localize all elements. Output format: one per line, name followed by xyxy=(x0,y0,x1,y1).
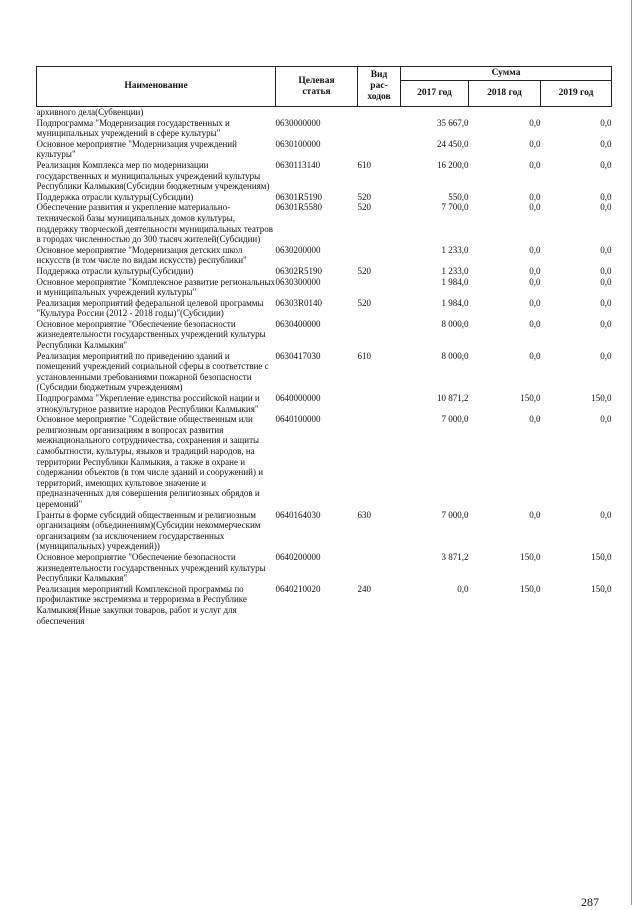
row-name: Основное мероприятие "Модернизация учреждений культуры" xyxy=(36,138,237,160)
row-2017: 7 000,0 xyxy=(441,414,469,425)
row-kind: 520 xyxy=(357,297,371,308)
table-row xyxy=(37,414,612,509)
row-2019 xyxy=(541,107,612,118)
header-name: Наименование xyxy=(37,67,276,107)
row-2019: 150,0 xyxy=(591,583,612,594)
table-row xyxy=(37,107,612,118)
row-name: Поддержка отрасли культуры(Субсидии) xyxy=(36,265,194,276)
row-name: Реализация Комплекса мер по модернизации государственных и муниципальных учреждений культуры Республики Калмыкия(Субсидии бюджетным учреждениям) xyxy=(36,159,270,192)
row-2018: 0,0 xyxy=(529,159,541,170)
row-2018: 150,0 xyxy=(520,583,541,594)
row-kind: 610 xyxy=(357,350,371,361)
row-2019: 150,0 xyxy=(591,551,612,562)
table-header xyxy=(37,67,612,107)
table-row xyxy=(37,552,612,584)
row-code: 0630400000 xyxy=(275,318,321,329)
row-kind: 520 xyxy=(357,265,371,276)
row-code: 0630300000 xyxy=(275,276,321,287)
row-2019: 0,0 xyxy=(600,265,612,276)
row-kind xyxy=(358,107,401,118)
row-2019: 150,0 xyxy=(591,393,612,404)
row-2019: 0,0 xyxy=(600,191,612,202)
row-2019: 0,0 xyxy=(600,159,612,170)
row-2018: 0,0 xyxy=(529,138,541,149)
row-code: 0640100000 xyxy=(275,414,321,425)
row-code: 0630000000 xyxy=(275,117,321,128)
row-2017: 8 000,0 xyxy=(441,318,469,329)
table-row xyxy=(37,298,612,319)
row-kind xyxy=(358,139,401,160)
row-name: Реализация мероприятий по приведению зданий и помещений учреждений социальной сферы в соответствие с установленными требованиями пожарной безопасности (Субсидии бюджетным учреждениям) xyxy=(36,350,269,393)
row-code: 0640200000 xyxy=(275,551,321,562)
row-2019: 0,0 xyxy=(600,318,612,329)
table-body xyxy=(37,107,612,627)
row-2017: 7 000,0 xyxy=(441,509,469,520)
row-2018 xyxy=(469,107,541,118)
page-number: 287 xyxy=(581,895,599,909)
row-code: 0640210020 xyxy=(275,583,321,594)
row-2018: 150,0 xyxy=(520,551,541,562)
row-2019: 0,0 xyxy=(600,138,612,149)
row-kind: 520 xyxy=(357,202,371,213)
row-2018: 0,0 xyxy=(529,191,541,202)
row-name: Основное мероприятие "Обеспечение безопасности жизнедеятельности государственных учреждений культуры Республики Калмыкия" xyxy=(36,551,266,584)
header-kind-line1: Вид xyxy=(370,70,388,80)
row-code: 0630100000 xyxy=(275,138,321,149)
table-row xyxy=(37,160,612,192)
header-kind-line3: ходов xyxy=(367,92,391,102)
row-2018: 0,0 xyxy=(529,297,541,308)
row-code xyxy=(276,107,358,118)
row-name: архивного дела(Субвенции) xyxy=(36,107,144,117)
row-2017: 8 000,0 xyxy=(441,350,469,361)
row-2017: 3 871,2 xyxy=(441,551,469,562)
row-2018: 0,0 xyxy=(529,202,541,213)
row-2018: 0,0 xyxy=(529,117,541,128)
table-row xyxy=(37,245,612,266)
row-2018: 0,0 xyxy=(529,509,541,520)
row-kind xyxy=(358,277,401,298)
row-name: Основное мероприятие "Комплексное развитие региональных и муниципальных учреждений культуры" xyxy=(36,276,276,298)
table-row xyxy=(37,192,612,203)
row-2019: 0,0 xyxy=(600,350,612,361)
row-2019: 0,0 xyxy=(600,414,612,425)
row-name: Подпрограмма "Укрепление единства российской нации и этнокультурное развитие народов Республики Калмыкия" xyxy=(36,393,260,414)
row-name: Подпрограмма "Модернизация государственных и муниципальных учреждений в сфере культуры" xyxy=(36,117,230,139)
row-2017: 1 233,0 xyxy=(441,265,469,276)
row-2017: 16 200,0 xyxy=(437,159,469,170)
row-kind: 610 xyxy=(357,159,371,170)
table-row xyxy=(37,202,612,244)
row-code: 0630113140 xyxy=(275,159,321,170)
table-row xyxy=(37,319,612,351)
table-row xyxy=(37,266,612,277)
row-2019: 0,0 xyxy=(600,202,612,213)
row-2017: 1 984,0 xyxy=(441,297,469,308)
row-2017: 1 233,0 xyxy=(441,244,469,255)
row-code: 06301R5190 xyxy=(275,191,323,202)
row-kind: 240 xyxy=(357,583,371,594)
header-year-2017: 2017 год xyxy=(401,81,469,107)
row-2018: 0,0 xyxy=(529,414,541,425)
row-name: Реализация мероприятий Комплексной программы по профилактике экстремизма и терроризма в Республике Калмыкия(Иные закупки товаров, работ и услуг для обеспечения xyxy=(36,583,247,626)
table-row xyxy=(37,584,612,626)
row-code: 06302R5190 xyxy=(275,265,323,276)
page-edge-line xyxy=(631,0,632,905)
header-kind-line2: рас- xyxy=(370,81,388,91)
row-2017: 10 871,2 xyxy=(437,393,469,404)
row-2017: 550,0 xyxy=(448,191,469,202)
row-code: 0630200000 xyxy=(275,244,321,255)
table-row xyxy=(37,277,612,298)
header-target-line2: статья xyxy=(302,86,331,97)
row-2017 xyxy=(401,107,469,118)
row-code: 0640164030 xyxy=(275,509,321,520)
header-sum: Сумма xyxy=(401,67,612,81)
row-code: 06301R5580 xyxy=(275,202,323,213)
table-row xyxy=(37,351,612,393)
row-name: Реализация мероприятий федеральной целевой программы "Культура России (2012 - 2018 годы)"(Субсидии) xyxy=(36,297,264,319)
row-kind: 520 xyxy=(357,191,371,202)
row-kind xyxy=(358,245,401,266)
row-kind xyxy=(358,319,401,351)
row-2019: 0,0 xyxy=(600,117,612,128)
row-2017: 35 667,0 xyxy=(437,117,469,128)
row-2017: 24 450,0 xyxy=(437,138,469,149)
row-code: 0640000000 xyxy=(275,393,321,404)
row-2018: 0,0 xyxy=(529,265,541,276)
row-2018: 0,0 xyxy=(529,244,541,255)
row-2019: 0,0 xyxy=(600,276,612,287)
row-name: Основное мероприятие "Содействие общественным или религиозным организациям в вопросах развития межнационального сотрудничества, сохранения и защиты самобытности, культуры, языков и традиций народов, на территории Республики Калмыкия, а также в охране и содержании объектов (в том числе зданий и сооружений) и территорий, имеющих культовое значение и предназначенных для совершения религиозных обрядов и церемоний" xyxy=(36,414,264,509)
row-2018: 0,0 xyxy=(529,318,541,329)
header-target-article xyxy=(276,67,358,107)
row-kind xyxy=(358,393,401,414)
row-kind: 630 xyxy=(357,509,371,520)
row-2017: 7 700,0 xyxy=(441,202,469,213)
row-kind xyxy=(358,118,401,139)
row-name: Основное мероприятие "Модернизация детских школ искусств (в том числе по видам искусств) республики" xyxy=(36,244,247,266)
row-name: Поддержка отрасли культуры(Субсидии) xyxy=(36,191,194,202)
row-2019: 0,0 xyxy=(600,297,612,308)
row-kind xyxy=(358,414,401,509)
table-row xyxy=(37,510,612,552)
row-2017: 0,0 xyxy=(457,583,469,594)
table-row xyxy=(37,118,612,139)
header-year-2019: 2019 год xyxy=(541,81,612,107)
row-2019: 0,0 xyxy=(600,509,612,520)
row-2018: 0,0 xyxy=(529,276,541,287)
row-name: Обеспечение развития и укрепление материально-технической базы муниципальных домов культуры, поддержку творческой деятельности муниципальных театров в городах численностью до 300 тысяч жителей(Субсидии) xyxy=(36,202,273,245)
header-target-line1: Целевая xyxy=(298,75,335,86)
row-2018: 0,0 xyxy=(529,350,541,361)
row-name: Основное мероприятие "Обеспечение безопасности жизнедеятельности государственных учреждений культуры Республики Калмыкия" xyxy=(36,318,266,351)
header-expense-kind xyxy=(358,67,401,107)
row-code: 06303R0140 xyxy=(275,297,323,308)
table-row xyxy=(37,393,612,414)
row-code: 0630417030 xyxy=(275,350,321,361)
row-2018: 150,0 xyxy=(520,393,541,404)
row-kind xyxy=(358,552,401,584)
budget-table xyxy=(36,66,612,626)
row-2017: 1 984,0 xyxy=(441,276,469,287)
table-row xyxy=(37,139,612,160)
row-name: Гранты в форме субсидий общественным и религиозным организациям (объединениям)(Субсидии некоммерческим организациям (за исключением государственных (муниципальных) учреждений)) xyxy=(36,509,261,552)
row-2019: 0,0 xyxy=(600,244,612,255)
header-year-2018: 2018 год xyxy=(469,81,541,107)
